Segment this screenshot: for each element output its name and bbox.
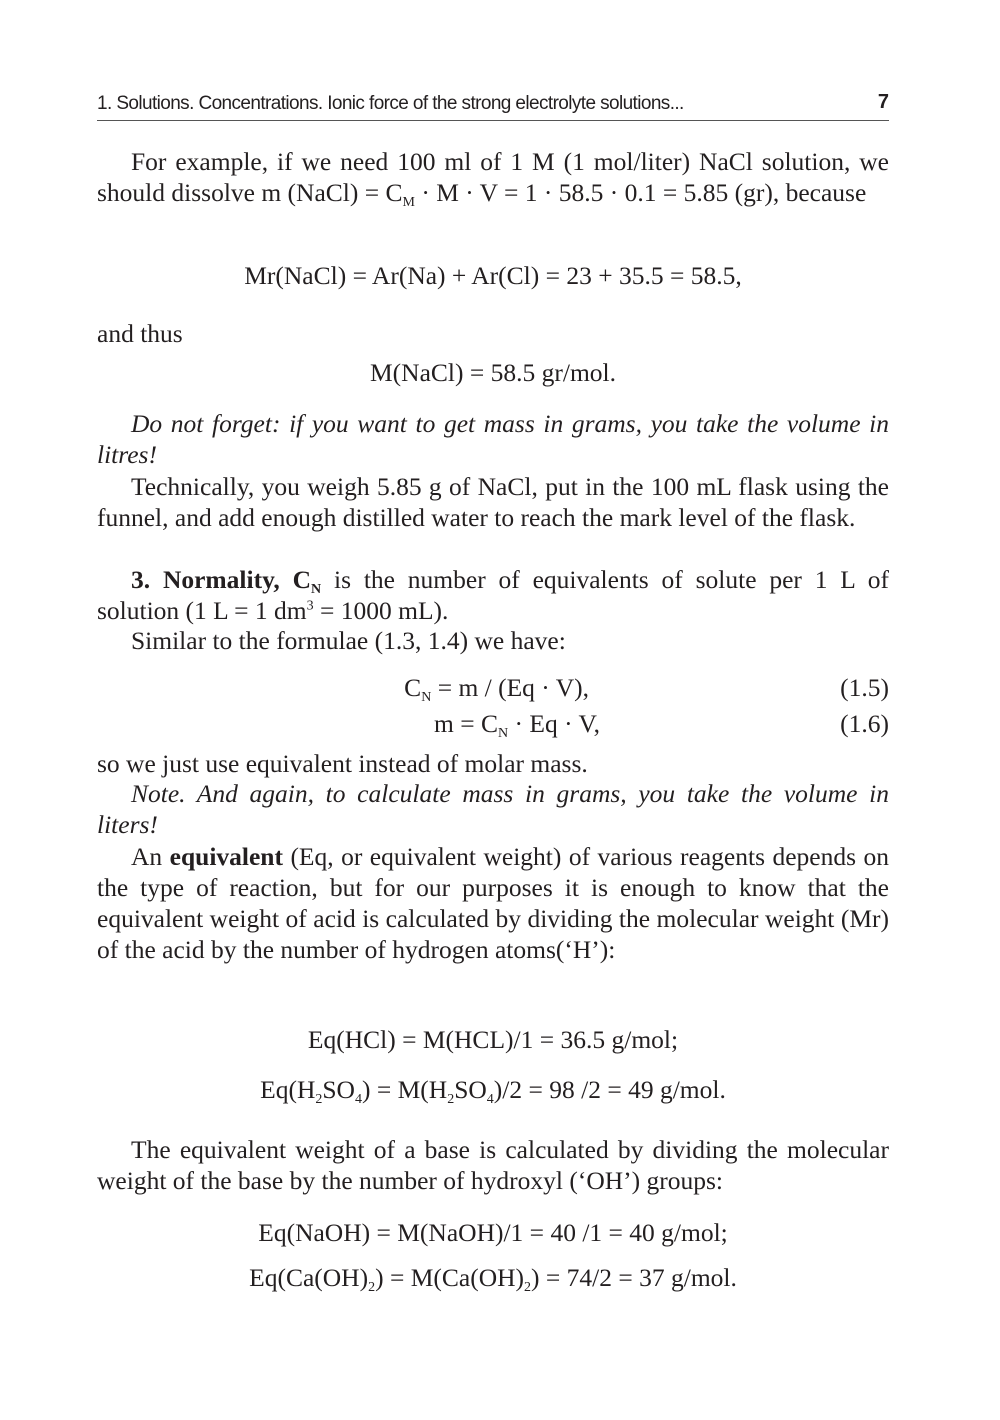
term-normality: 3. Normality, C [131, 565, 312, 594]
text: Eq(H [260, 1075, 316, 1104]
header-title: 1. Solutions. Concentrations. Ionic force of the strong electrolyte solutions... [97, 93, 684, 114]
subscript: N [421, 690, 432, 705]
subscript: 2 [447, 1092, 455, 1107]
equation-eq-caoh2 [97, 1262, 889, 1293]
paragraph-normality [97, 564, 889, 626]
text: SO [454, 1075, 487, 1104]
equation-eq-naoh: Eq(NaOH) = M(NaOH)/1 = 40 /1 = 40 g/mol; [258, 1218, 728, 1247]
paragraph-example [97, 146, 889, 208]
subscript: 2 [524, 1280, 532, 1295]
subscript: 4 [354, 1092, 362, 1107]
text: m = C [434, 709, 499, 738]
subscript: N [498, 726, 509, 741]
superscript: 3 [306, 598, 314, 614]
text: An [131, 842, 170, 871]
equation-number: (1.5) [840, 673, 889, 702]
equation-m-nacl: M(NaCl) = 58.5 gr/mol. [370, 358, 616, 387]
text: · Eq · V, [508, 709, 600, 738]
text: ) = 74/2 = 37 g/mol. [531, 1263, 737, 1292]
text-and-thus: and thus [97, 319, 183, 348]
equation-1-6 [97, 708, 889, 739]
text: SO [322, 1075, 355, 1104]
text: ) = M(Ca(OH) [375, 1263, 525, 1292]
subscript: 4 [486, 1092, 494, 1107]
note-liters: Note. And again, to calculate mass in grams, you take the volume in liters! [97, 779, 889, 839]
equation-1-5 [97, 672, 889, 703]
text: Eq(Ca(OH) [249, 1263, 369, 1292]
equation-mr-nacl: Mr(NaCl) = Ar(Na) + Ar(Cl) = 23 + 35.5 = 58.5, [244, 261, 742, 290]
paragraph-equivalent [97, 841, 889, 965]
paragraph-technically: Technically, you weigh 5.85 g of NaCl, put in the 100 mL flask using the funnel, and add enough distilled water to reach the mark level of the flask. [97, 472, 889, 532]
running-header [97, 90, 889, 121]
page-number: 7 [877, 91, 889, 113]
text: ) = M(H [361, 1075, 448, 1104]
text: = 1000 mL). [313, 596, 449, 625]
text: For example, if we need 100 ml of 1 M (1 mol/liter) NaCl solution, we should dissolve m (NaCl) = C [97, 147, 889, 207]
subscript: 2 [315, 1092, 323, 1107]
text: is the number of equivalents of solute per 1 L of solution (1 L = 1 dm [97, 565, 889, 625]
note-litres: Do not forget: if you want to get mass in grams, you take the volume in litres! [97, 409, 889, 469]
term-equivalent: equivalent [169, 842, 283, 871]
subscript: 2 [368, 1280, 376, 1295]
text: · M · V = 1 · 58.5 · 0.1 = 5.85 (gr), because [414, 178, 867, 207]
paragraph-base: The equivalent weight of a base is calculated by dividing the molecular weight of the base by the number of hydroxyl (‘OH’) groups: [97, 1135, 889, 1195]
subscript: M [402, 195, 415, 210]
equation-eq-h2so4 [97, 1074, 889, 1105]
text: (Eq, or equivalent weight) of various reagents depends on the type of reaction, but for our purposes it is enough to know that the equivalent weight of acid is calculated by dividing the molecular weight (Mr) of the acid by the number of hydrogen atoms(‘H’): [97, 842, 889, 964]
text: = m / (Eq · V), [431, 673, 589, 702]
text: )/2 = 98 /2 = 49 g/mol. [493, 1075, 726, 1104]
equation-eq-hcl: Eq(HCl) = M(HCL)/1 = 36.5 g/mol; [307, 1025, 679, 1054]
text: C [404, 673, 422, 702]
paragraph-so: so we just use equivalent instead of molar mass. [97, 749, 588, 778]
paragraph-similar: Similar to the formulae (1.3, 1.4) we have: [131, 626, 566, 655]
equation-number: (1.6) [840, 709, 889, 738]
subscript: N [311, 582, 322, 597]
